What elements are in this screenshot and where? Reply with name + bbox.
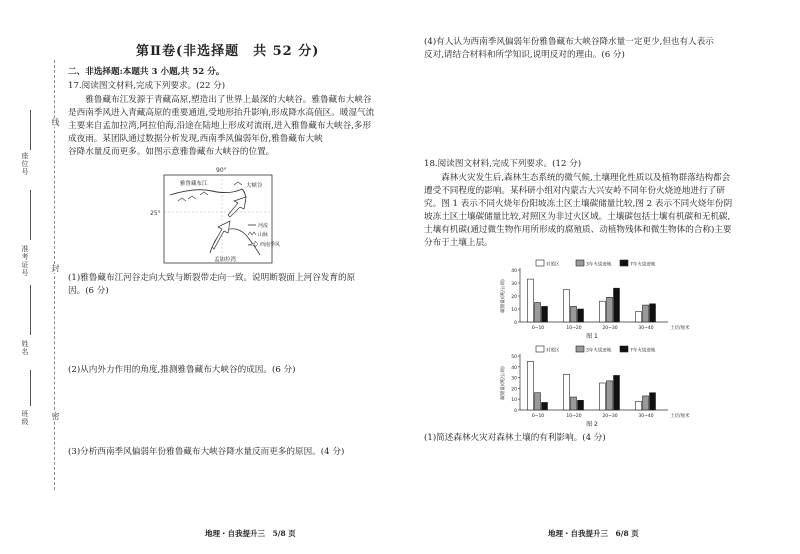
chart-bar — [578, 309, 584, 322]
chart-y-tick-label: 30 — [511, 282, 517, 287]
chart-legend-swatch — [620, 260, 628, 266]
exam-no-blank[interactable] — [30, 190, 31, 240]
soil-carbon-chart-2 — [496, 344, 706, 428]
map-lat-label: 25° — [150, 210, 161, 217]
chart-x-tick-label: 30~40 — [638, 414, 654, 419]
legend-mountain-label: 山脉 — [258, 232, 269, 238]
class-blank[interactable] — [30, 370, 31, 406]
map-lon-label: 90° — [216, 167, 227, 174]
chart-bar — [614, 288, 620, 322]
chart-bar — [614, 375, 620, 410]
q17-line: 成夜雨。某团队通过数据分析发现,西南季风偏弱年份,雅鲁藏布大峡 — [68, 134, 323, 144]
chart-bar — [600, 383, 606, 410]
q18-line: 分布于土壤上层。 — [424, 238, 493, 248]
question-17-1-line: 因。(6 分) — [68, 286, 109, 296]
section-instructions: 二、非选择题:本题共 3 小题,共 52 分。 — [68, 67, 225, 77]
seal-char-feng: 封 — [51, 264, 60, 273]
question-17-4-line: 反对,请结合材料和所学知识,说明反对的理由。(6 分) — [424, 50, 625, 60]
q18-material — [424, 172, 784, 250]
q18-line: 坡冻土区土壤碳储量比较,对照区为非过火区域。土壤碳包括土壤有机碳和无机碳, — [424, 212, 731, 222]
chart-bar — [571, 397, 577, 410]
map-sea-label: 孟加拉湾 — [214, 257, 237, 263]
chart-y-tick-label: 30 — [511, 376, 517, 382]
chart-x-tick-label: 20~30 — [602, 326, 618, 331]
chart-y-tick-label: 20 — [511, 295, 517, 300]
chart-title: 图 2 — [586, 421, 598, 428]
chart-y-tick-label: 50 — [511, 355, 517, 360]
chart-y-tick-label: 40 — [511, 365, 517, 371]
chart-bar — [564, 290, 570, 323]
chart-legend-swatch — [576, 346, 584, 352]
chart-x-tick-label: 20~30 — [602, 414, 618, 419]
chart-bar — [528, 361, 534, 410]
q17-heading: 17.阅读图文材料,完成下列要求。(22 分) — [68, 81, 226, 91]
legend-river-label: 河流 — [258, 223, 269, 229]
chart-title: 图 1 — [586, 333, 598, 340]
chart-y-label: 碳储量/(吨/公顷) — [501, 366, 506, 400]
chart-x-tick-label: 30~40 — [638, 326, 654, 331]
question-17-3: (3)分析西南季风偏弱年份雅鲁藏布大峡谷降水量反而更多的原因。(4 分) — [68, 447, 345, 457]
chart-y-tick-label: 0 — [514, 409, 517, 414]
seat-label: 座位号 — [21, 152, 29, 176]
q18-line: 土壤有机碳(通过微生物作用所形成的腐殖质、动植物残体和微生物体的合称)主要 — [424, 225, 732, 235]
footer-page-6: 地理・自我提升三 6/8 页 — [548, 529, 639, 538]
question-18-1: (1)简述森林火灾对森林土壤的有利影响。(4 分) — [424, 433, 606, 443]
question-17-4 — [424, 36, 784, 62]
soil-carbon-chart-1 — [496, 258, 706, 340]
chart-bar — [607, 297, 613, 322]
chart-legend-swatch — [620, 346, 628, 352]
q17-line: 主要来自孟加拉湾,阿拉伯海,沿途在陆地上形成对流雨,进入雅鲁藏布大峡谷,多形 — [68, 121, 372, 131]
name-label: 姓名 — [21, 340, 29, 356]
chart-bar — [650, 304, 656, 322]
chart-bar — [535, 303, 541, 323]
chart-x-label: 土层/厘米 — [670, 414, 690, 419]
chart-y-tick-label: 20 — [511, 387, 517, 393]
exam-no-label: 准考证号 — [21, 245, 29, 277]
chart-x-tick-label: 0~10 — [531, 414, 545, 419]
q17-line: 是西南季风进入青藏高原的重要通道,受地形抬升影响,形成降水高值区。暖湿气流 — [68, 108, 375, 118]
seal-char-xian: 线 — [51, 118, 60, 127]
chart-y-tick-label: 0 — [514, 321, 517, 326]
chart-bar — [650, 393, 656, 410]
question-17-2: (2)从内外力作用的角度,推测雅鲁藏布大峡谷的成因。(6 分) — [68, 365, 296, 375]
chart-bar — [600, 301, 606, 322]
chart-bar — [607, 381, 613, 410]
chart-x-label: 土层/厘米 — [670, 326, 690, 331]
question-17-4-line: (4)有人认为西南季风偏弱年份雅鲁藏布大峡谷降水量一定更少,但也有人表示 — [424, 37, 714, 47]
chart-legend-label: 7年火烧迹地 — [630, 348, 656, 354]
chart-legend-label: 对照区 — [546, 262, 560, 268]
canyon-location-map — [150, 165, 280, 270]
footer-page-5: 地理・自我提升三 5/8 页 — [205, 529, 296, 538]
chart-bar — [643, 305, 649, 322]
chart-legend-label: 3年火烧迹地 — [586, 348, 612, 354]
class-label: 班级 — [21, 410, 29, 426]
chart-bar — [643, 396, 649, 410]
seat-blank[interactable] — [30, 110, 31, 150]
chart-legend-swatch — [536, 346, 544, 352]
q18-line: 究。图 1 表示不同火烧年份阳坡冻土区土壤碳储量比较,图 2 表示不同火烧年份阴 — [424, 199, 733, 209]
chart-y-tick-label: 10 — [511, 398, 517, 404]
chart-legend-label: 3年火烧迹地 — [586, 262, 612, 268]
seal-char-mi: 密 — [51, 412, 60, 421]
map-canyon-label: 大峡谷 — [246, 183, 263, 189]
q17-line: 谷降水量反而更多。如图示意雅鲁藏布大峡谷的位置。 — [68, 147, 275, 157]
map-river-label: 雅鲁藏布江 — [180, 181, 208, 187]
q17-material — [68, 94, 398, 159]
q17-line: 雅鲁藏布江发源于青藏高原,塑造出了世界上最深的大峡谷。雅鲁藏布大峡谷 — [85, 95, 372, 105]
chart-bar — [542, 306, 548, 322]
chart-legend-label: 对照区 — [546, 348, 560, 354]
chart-legend-swatch — [576, 260, 584, 266]
name-blank[interactable] — [30, 285, 31, 335]
chart-legend-label: 7年火烧迹地 — [630, 262, 656, 268]
chart-bar — [571, 306, 577, 322]
chart-bar — [636, 312, 642, 322]
chart-y-tick-label: 40 — [511, 269, 517, 274]
chart-x-tick-label: 10~20 — [566, 326, 582, 331]
question-17-1 — [68, 272, 398, 298]
chart-bar — [528, 279, 534, 322]
chart-legend-swatch — [536, 260, 544, 266]
q18-line: 遭受不同程度的影响。某科研小组对内蒙古大兴安岭不同年份火烧迹地进行了研 — [424, 186, 725, 196]
chart-bar — [542, 402, 548, 410]
chart-y-tick-label: 10 — [511, 308, 517, 313]
chart-bar — [535, 393, 541, 410]
chart-bar — [636, 401, 642, 410]
question-17-1-line: (1)雅鲁藏布江河谷走向大致与断裂带走向一致。说明断裂面上河谷发育的原 — [68, 273, 356, 283]
legend-monsoon-label: 西南季风 — [260, 242, 280, 248]
q18-line: 森林火灾发生后,森林生态系统的微气候,土壤理化性质以及植物群落结构都会 — [441, 173, 731, 183]
chart-x-tick-label: 0~10 — [531, 326, 545, 331]
chart-bar — [564, 374, 570, 410]
chart-x-tick-label: 10~20 — [566, 414, 582, 419]
chart-bar — [578, 400, 584, 410]
chart-y-label: 碳储量/(吨/公顷) — [501, 279, 506, 313]
q18-heading: 18.阅读图文材料,完成下列要求。(12 分) — [424, 159, 582, 169]
section-title: 第Ⅱ卷(非选择题 共 52 分) — [136, 44, 320, 59]
